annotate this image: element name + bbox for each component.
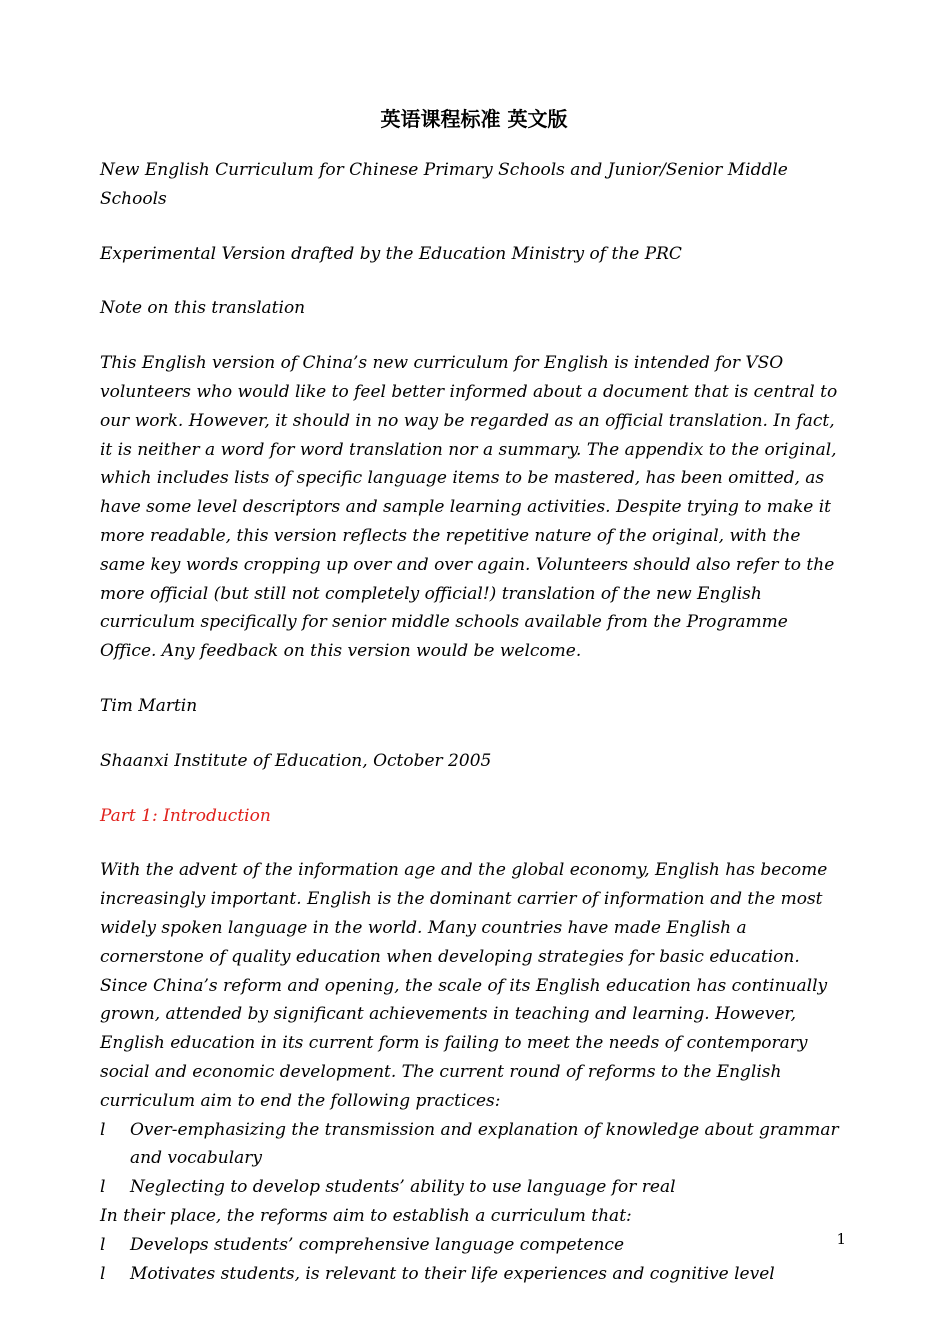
note-heading: Note on this translation [100, 298, 306, 319]
bullet-marker: l [100, 1177, 106, 1198]
part1-paragraph: Since China’s reform and opening, the scale of its English education has continually grown, attended by significant achievements in teaching and learning. However, English education in its current form is failing to meet the needs of contemporary social and economic development. The current round of reforms to the English curriculum aim to end the following practices: [100, 975, 828, 1111]
bullet-marker: l [100, 1263, 106, 1284]
list-item [100, 1231, 848, 1260]
list-item-text: Develops students’ comprehensive language competence [130, 1234, 625, 1255]
bullet-marker: l [100, 1119, 106, 1140]
page-number: 1 [836, 1230, 846, 1248]
part1-paragraph: With the advent of the information age and the global economy, English has become increasingly important. English is the dominant carrier of information and the most widely spoken language in the world. Many countries have made English a cornerstone of quality education when developing strategies for basic education. [100, 860, 828, 967]
version-line: Experimental Version drafted by the Education Ministry of the PRC [100, 243, 682, 264]
part1-body [100, 856, 848, 1288]
list-item [100, 1260, 848, 1289]
reform-intro: In their place, the reforms aim to establish a curriculum that: [100, 1205, 632, 1226]
note-body: This English version of China’s new curriculum for English is intended for VSO volunteers who would like to feel better informed about a document that is central to our work. However, it should in no way be regarded as an official translation. In fact, it is neither a word for word translation nor a summary. The appendix to the original, which includes lists of specific language items to be mastered, has been omitted, as have some level descriptors and sample learning activities. Despite trying to make it more readable, this version reflects the repetitive nature of the original, with the same key words cropping up over and over again. Volunteers should also refer to the more official (but still not completely official!) translation of the new English curriculum specifically for senior middle schools available from the Programme Office. Any feedback on this version would be welcome. [100, 353, 838, 662]
list-item-text: Motivates students, is relevant to their life experiences and cognitive level [130, 1263, 775, 1284]
page-content [100, 102, 848, 1288]
document-subtitle: New English Curriculum for Chinese Primary Schools and Junior/Senior Middle Schools [100, 160, 788, 209]
list-item [100, 1116, 848, 1174]
part1-heading: Part 1: Introduction [100, 805, 271, 826]
bullet-marker: l [100, 1234, 106, 1255]
list-item [100, 1173, 848, 1202]
author-affiliation: Shaanxi Institute of Education, October 2005 [100, 750, 492, 771]
document-title: 英语课程标准 英文版 [380, 107, 568, 131]
list-item-text: Neglecting to develop students’ ability to use language for real [130, 1177, 676, 1198]
list-item-text: Over-emphasizing the transmission and explanation of knowledge about grammar and vocabulary [130, 1119, 839, 1169]
author-name: Tim Martin [100, 695, 198, 716]
